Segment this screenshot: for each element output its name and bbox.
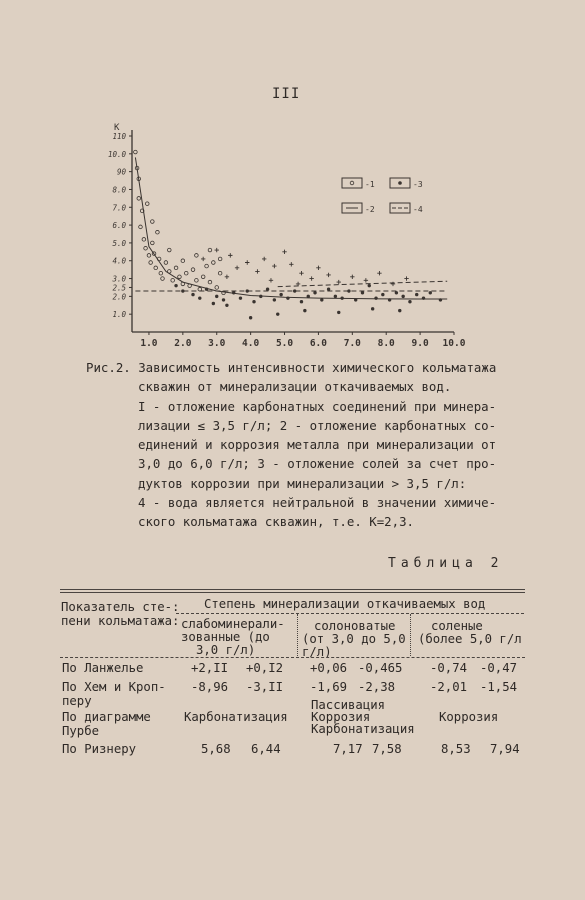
point-circle [137, 197, 141, 201]
row-label: По диаграмме [62, 710, 151, 724]
header-col1-line1: Показатель сте-: [61, 600, 180, 614]
point-circle [215, 286, 219, 290]
row-label: Пурбе [62, 724, 100, 738]
table-cell: -1,54 [480, 680, 518, 694]
point-dot [347, 289, 350, 292]
y-tick-label: 2.5 [112, 283, 126, 293]
point-dot [266, 288, 269, 291]
caption-line: лизации ≤ 3,5 г/л; 2 - отложение карбонатных со- [138, 417, 497, 433]
point-plus [364, 278, 368, 282]
point-circle [159, 271, 163, 275]
table-cell: -0,74 [430, 661, 468, 675]
point-dot [388, 298, 391, 301]
point-dot [249, 316, 252, 319]
point-circle [181, 282, 185, 286]
point-dot [368, 284, 371, 287]
x-tick-label: 1.0 [140, 338, 158, 349]
point-circle [212, 261, 216, 265]
point-plus [201, 257, 205, 261]
table-cell: +0,I2 [246, 661, 284, 675]
point-circle [195, 279, 199, 283]
header-group-rule [176, 613, 524, 614]
table-cell: Коррозия [439, 710, 499, 724]
point-dot [232, 291, 235, 294]
point-circle [156, 230, 160, 234]
legend-label: -3 [413, 180, 423, 189]
x-tick-label: 7.0 [343, 338, 361, 349]
row-label: перу [62, 694, 92, 708]
point-plus [296, 282, 300, 286]
table-cell: Пассивация [311, 698, 386, 712]
table-cell: -1,69 [310, 680, 348, 694]
point-circle [144, 246, 148, 250]
point-dot [225, 304, 228, 307]
point-dot [174, 284, 177, 287]
legend-label: -2 [365, 205, 375, 214]
point-plus [235, 266, 239, 270]
point-circle [198, 287, 202, 291]
header-sub1-line1: слабоминерали- [181, 617, 285, 631]
point-circle [147, 254, 151, 258]
table-cell: 8,53 [441, 742, 471, 756]
point-circle [174, 266, 178, 270]
point-plus [377, 271, 381, 275]
caption-line: ского кольматажа скважин, т.е. К=2,3. [138, 514, 415, 530]
point-dot [276, 312, 279, 315]
trend-line [135, 157, 447, 299]
point-plus [282, 250, 286, 254]
point-dot [300, 300, 303, 303]
page-number: III [272, 86, 301, 102]
header-group-label: Степень минерализации откачиваемых вод [204, 597, 486, 611]
y-tick-label: 4.0 [112, 256, 126, 266]
point-circle [139, 225, 143, 229]
scatter-chart [96, 116, 466, 356]
point-dot [279, 293, 282, 296]
y-tick-label: 90 [116, 167, 126, 177]
y-tick-label: 7.0 [112, 203, 126, 213]
point-dot [303, 309, 306, 312]
legend-symbol-dot [398, 181, 402, 185]
legend-label: -4 [413, 205, 423, 214]
y-axis-label: K [114, 123, 120, 133]
point-plus [316, 266, 320, 270]
x-tick-label: 2.0 [174, 338, 192, 349]
point-circle [195, 254, 199, 258]
point-circle [167, 248, 171, 252]
header-bottom-rule [60, 657, 525, 658]
table-cell: -2,01 [430, 680, 468, 694]
point-dot [415, 293, 418, 296]
point-plus [289, 262, 293, 266]
point-circle [151, 220, 155, 224]
caption-line: Рис.2. Зависимость интенсивности химического кольматажа [86, 360, 497, 375]
table-top-rule-2 [60, 592, 525, 593]
table-cell: Коррозия [311, 710, 371, 724]
y-tick-label: 5.0 [112, 238, 126, 248]
point-plus [404, 276, 408, 280]
point-plus [350, 275, 354, 279]
point-circle [161, 277, 165, 281]
point-circle [201, 275, 205, 279]
chart-tick-labels [108, 132, 466, 349]
header-sub3-line2: (более 5,0 г/л [418, 632, 522, 646]
point-circle [188, 284, 192, 288]
header-divider [297, 614, 298, 656]
point-circle [154, 266, 158, 270]
point-circle [167, 270, 171, 274]
point-dot [429, 291, 432, 294]
point-circle [218, 271, 222, 275]
point-plus [309, 276, 313, 280]
point-dot [327, 288, 330, 291]
point-plus [299, 271, 303, 275]
point-circle [205, 264, 209, 268]
point-dot [246, 289, 249, 292]
y-tick-label: 10.0 [107, 149, 126, 159]
caption-line: скважин от минерализации откачиваемых вод. [138, 379, 452, 395]
x-tick-label: 8.0 [377, 338, 395, 349]
chart-points [134, 150, 443, 319]
point-circle [178, 275, 182, 279]
point-dot [422, 296, 425, 299]
point-dot [361, 291, 364, 294]
x-tick-label: 9.0 [411, 338, 429, 349]
point-plus [245, 260, 249, 264]
y-tick-label: 1.0 [112, 310, 126, 320]
point-circle [181, 259, 185, 263]
point-dot [293, 289, 296, 292]
point-dot [286, 296, 289, 299]
table-cell: Карбонатизация [311, 722, 415, 736]
table-cell: -0,465 [358, 661, 403, 675]
table-cell: 7,94 [490, 742, 520, 756]
point-plus [215, 248, 219, 252]
y-tick-label: 8.0 [112, 185, 126, 195]
point-dot [398, 309, 401, 312]
table-cell: +0,06 [310, 661, 348, 675]
y-tick-label: 2.0 [112, 292, 126, 302]
point-dot [239, 296, 242, 299]
point-circle [164, 261, 168, 265]
row-label: По Ланжелье [62, 661, 144, 675]
point-circle [218, 257, 222, 261]
point-circle [171, 279, 175, 283]
point-dot [181, 289, 184, 292]
point-dot [191, 293, 194, 296]
table-cell: -3,II [246, 680, 284, 694]
table-cell: 5,68 [201, 742, 231, 756]
table-cell: +2,II [191, 661, 229, 675]
table-cell: 7,17 [333, 742, 363, 756]
x-tick-label: 5.0 [275, 338, 294, 349]
x-tick-label: 4.0 [242, 338, 260, 349]
point-circle [134, 150, 138, 154]
point-plus [262, 257, 266, 261]
point-plus [269, 278, 273, 282]
header-divider [410, 614, 411, 656]
point-circle [151, 241, 155, 245]
point-plus [272, 264, 276, 268]
dashed-line [278, 281, 448, 286]
point-dot [307, 295, 310, 298]
row-label: По Хем и Кроп- [62, 680, 166, 694]
point-dot [401, 295, 404, 298]
chart-legend [342, 178, 423, 214]
table-cell: 7,58 [372, 742, 402, 756]
point-dot [273, 298, 276, 301]
point-circle [208, 248, 212, 252]
point-dot [259, 295, 262, 298]
point-dot [337, 311, 340, 314]
point-dot [252, 300, 255, 303]
legend-symbol-circle [350, 181, 354, 185]
point-plus [337, 280, 341, 284]
point-plus [326, 273, 330, 277]
row-label: По Ризнеру [62, 742, 137, 756]
caption-line: единений и коррозия металла при минерализации от [138, 437, 497, 453]
figure-caption [86, 358, 536, 532]
legend-box [342, 178, 362, 188]
header-sub2-line2: (от 3,0 до 5,0 [302, 632, 406, 646]
point-dot [371, 307, 374, 310]
point-dot [408, 300, 411, 303]
table-cell: -2,38 [358, 680, 396, 694]
header-sub3-line1: соленые [431, 619, 483, 633]
point-dot [340, 296, 343, 299]
point-circle [184, 271, 188, 275]
y-tick-label: 110 [112, 132, 126, 141]
point-dot [222, 298, 225, 301]
header-sub1-line3: 3,0 г/л) [196, 643, 256, 657]
point-circle [208, 280, 212, 284]
caption-line: 4 - вода является нейтральной в значении химиче- [138, 495, 497, 511]
table-title: Таблица 2 [388, 556, 504, 571]
point-plus [391, 282, 395, 286]
table-top-rule [60, 589, 525, 590]
x-tick-label: 3.0 [208, 338, 226, 349]
caption-line: I - отложение карбонатных соединений при минера- [138, 398, 497, 414]
header-sub2-line3: г/л) [302, 645, 332, 659]
point-circle [191, 268, 195, 272]
header-col1-line2: пени кольматажа: [61, 614, 180, 628]
point-dot [334, 295, 337, 298]
point-dot [215, 295, 218, 298]
point-dot [381, 293, 384, 296]
x-tick-label: 6.0 [309, 338, 328, 349]
header-sub1-line2: зованные (до [181, 630, 270, 644]
legend-label: -1 [365, 180, 375, 189]
table-cell: Карбонатизация [184, 710, 288, 724]
chart-axes [114, 123, 454, 332]
caption-line: 3,0 до 6,0 г/л; 3 - отложение солей за счет про- [138, 456, 497, 472]
point-dot [212, 302, 215, 305]
table-cell: -8,96 [191, 680, 229, 694]
point-plus [225, 275, 229, 279]
point-dot [320, 298, 323, 301]
point-plus [228, 253, 232, 257]
x-tick-label: 10.0 [442, 338, 466, 349]
header-sub2-line1: солоноватые [314, 619, 396, 633]
point-dot [205, 288, 208, 291]
table-cell: -0,47 [480, 661, 518, 675]
point-dot [395, 291, 398, 294]
chart-lines [135, 157, 447, 299]
point-dot [354, 298, 357, 301]
point-circle [149, 261, 153, 265]
caption-line: дуктов коррозии при минерализации > 3,5 г/л: [138, 475, 467, 491]
point-dot [198, 296, 201, 299]
y-tick-label: 6.0 [112, 221, 126, 231]
y-tick-label: 3.0 [112, 274, 126, 284]
table-cell: 6,44 [251, 742, 281, 756]
point-dot [439, 298, 442, 301]
point-circle [145, 202, 149, 206]
point-plus [255, 269, 259, 273]
point-dot [374, 296, 377, 299]
point-dot [313, 291, 316, 294]
point-circle [142, 238, 146, 242]
